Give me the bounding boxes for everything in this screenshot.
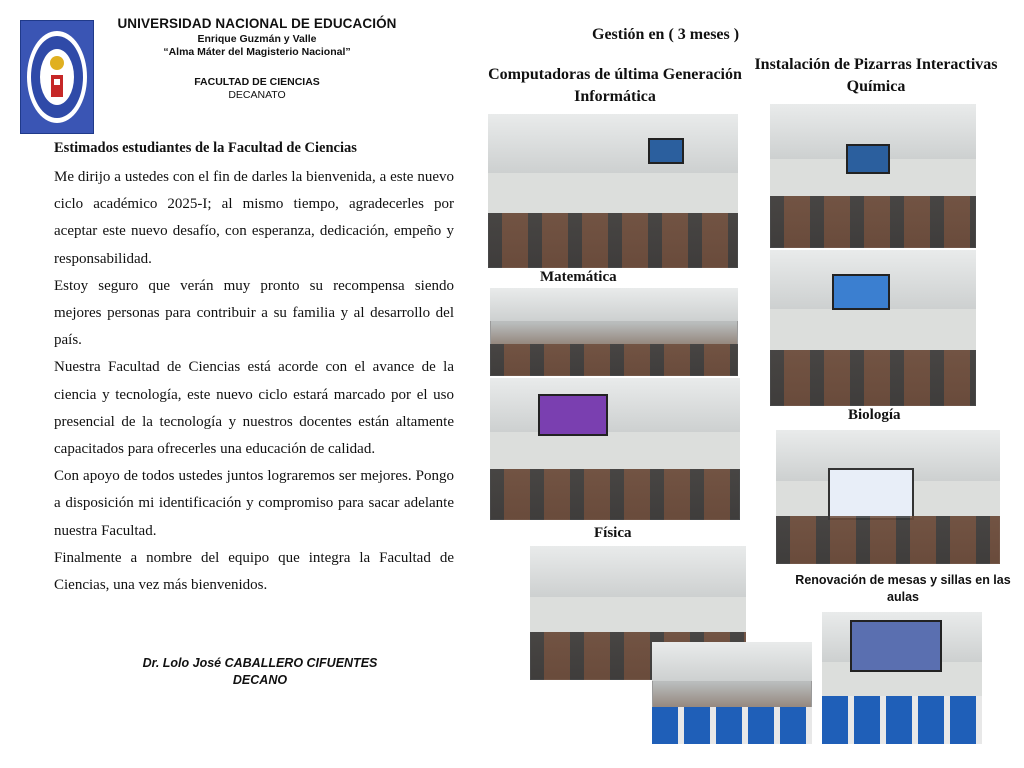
management-title: Gestión en ( 3 meses ): [592, 26, 740, 43]
university-seal-icon: [21, 21, 93, 133]
faculty-name: FACULTAD DE CIENCIAS: [194, 76, 320, 88]
label-biology: Biología: [848, 407, 901, 423]
office-name: DECANATO: [228, 89, 286, 101]
signature-block: [120, 655, 400, 689]
photo-chemistry-2: [770, 250, 976, 406]
computers-title: Computadoras de última Generación: [488, 66, 742, 83]
photo-renovated-classroom-1: [652, 642, 812, 744]
letter-greeting: Estimados estudiantes de la Facultad de Ciencias: [54, 140, 357, 156]
university-motto: “Alma Máter del Magisterio Nacional”: [163, 46, 351, 58]
computers-subtitle: Informática: [574, 88, 656, 105]
boards-subtitle: Química: [846, 78, 906, 95]
university-logo: [20, 20, 94, 134]
boards-title: Instalación de Pizarras Interactivas: [754, 56, 998, 73]
photo-mathematics-1: [490, 288, 738, 376]
renovation-caption: Renovación de mesas y sillas en las aulas: [795, 573, 1011, 604]
photo-mathematics-2: [490, 378, 740, 520]
photo-biology: [776, 430, 1000, 564]
letter-body: [54, 164, 454, 599]
letter-paragraph: Nuestra Facultad de Ciencias está acorde con el avance de la ciencia y tecnología, este nuevo ciclo estará marcado por el uso presencial de la tecnología y nuestros docentes están altamente capacitados para ofrecerles una educación de calidad.: [54, 359, 454, 458]
signature-title: DECANO: [232, 673, 288, 687]
university-header: [108, 16, 406, 101]
label-physics: Física: [594, 525, 632, 541]
letter-paragraph: Me dirijo a ustedes con el fin de darles la bienvenida, a este nuevo ciclo académico 2025-I; al mismo tiempo, agradecerles por aceptar este nuevo desafío, con esperanza, dedicación, empeño y responsabilidad.: [54, 169, 454, 267]
photo-renovated-classroom-2: [822, 612, 982, 744]
photo-computer-lab: [488, 114, 738, 268]
boards-heading: [742, 54, 1010, 98]
letter-paragraph: Con apoyo de todos ustedes juntos lograremos ser mejores. Pongo a disposición mi identificación y compromiso para sacar adelante nuestra Facultad.: [54, 468, 454, 539]
university-eponym: Enrique Guzmán y Valle: [197, 33, 317, 45]
label-mathematics: Matemática: [540, 269, 617, 285]
university-name: UNIVERSIDAD NACIONAL DE EDUCACIÓN: [117, 16, 397, 31]
computers-heading: [444, 64, 786, 108]
signature-name: Dr. Lolo José CABALLERO CIFUENTES: [142, 656, 378, 670]
photo-chemistry-1: [770, 104, 976, 248]
letter-paragraph: Estoy seguro que verán muy pronto su recompensa siendo mejores personas para contribuir a su familia y al desarrollo del país.: [54, 277, 454, 349]
letter-paragraph: Finalmente a nombre del equipo que integra la Facultad de Ciencias, una vez más bienvenidos.: [54, 549, 454, 594]
